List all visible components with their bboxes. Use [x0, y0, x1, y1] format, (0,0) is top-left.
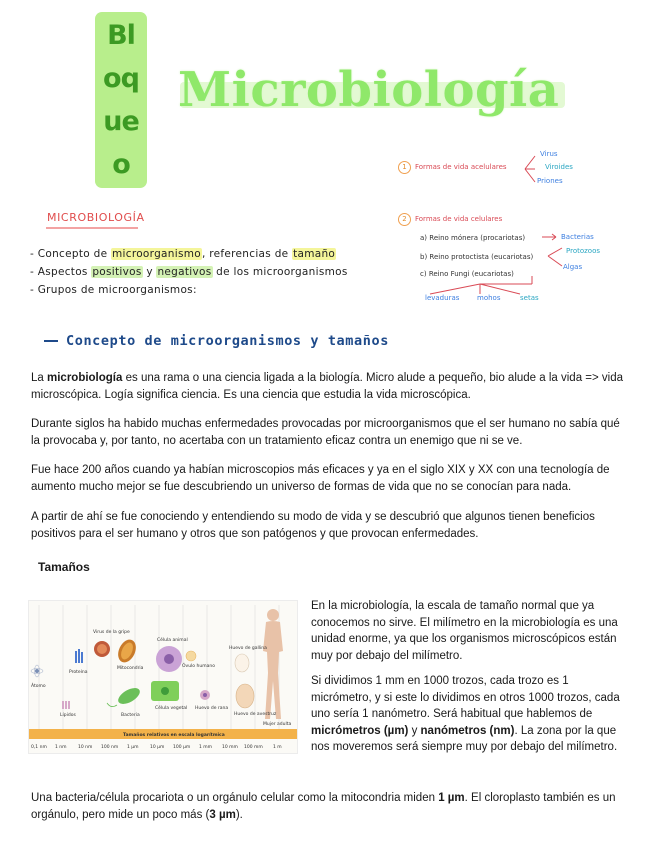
- lipids-icon: [62, 701, 70, 709]
- paragraph-4: A partir de ahí se fue conociendo y entendiendo su modo de vida y se descubrió que algunos tienen beneficios positivos para el ser humano y otros que son patógenos y que provocan enfermedades.: [31, 511, 595, 540]
- tamanos-paragraph-1: En la microbiología, la escala de tamaño normal que ya conocemos no sirve. El milímetro en la microbiología es una unidad enorme, ya que los organismos microscópicos están muy por debajo del milímetro.: [311, 600, 618, 662]
- diagram-number-2: 2: [398, 213, 411, 226]
- label-celula-vegetal: Célula vegetal: [155, 706, 188, 711]
- plant-cell-icon: [151, 681, 179, 701]
- label-huevo-gallina: Huevo de gallina: [229, 646, 267, 651]
- acelulares-label: Formas de vida acelulares: [415, 163, 507, 171]
- tick-4: 1 µm: [127, 745, 139, 750]
- section-title: Concepto de microorganismos y tamaños: [66, 333, 389, 349]
- label-huevo-avestruz: Huevo de avestruz: [234, 712, 277, 717]
- note-bullet-3: - Grupos de microorganismos:: [30, 284, 197, 296]
- size-scale-figure: [28, 600, 298, 754]
- diagram-number-1: 1: [398, 161, 411, 174]
- label-ovulo: Óvulo humano: [182, 664, 215, 669]
- acelular-item-priones: Priones: [537, 177, 563, 185]
- algas-label: Algas: [563, 263, 583, 271]
- bloque-letters-3: ue: [103, 106, 139, 137]
- ovum-icon: [186, 651, 196, 661]
- tick-9: 100 mm: [244, 745, 263, 750]
- note-bullet-1: - Concepto de microorganismo, referencias de tamaño: [30, 248, 336, 260]
- chicken-egg-icon: [235, 654, 249, 672]
- paragraph-2: Durante siglos ha habido muchas enfermedades provocadas por microorganismos que el ser humano no sabía qué la provocaba y, por tanto, no acertaba con un tratamiento eficaz contra un enemigo que ni se ve.: [31, 418, 620, 447]
- bloque-badge: [95, 12, 147, 188]
- notes-heading: MICROBIOLOGÍA: [47, 211, 145, 224]
- label-virus: Virus de la gripe: [93, 630, 130, 635]
- section-dash: [44, 340, 58, 342]
- size-scale-illustration: [29, 601, 297, 753]
- reino-fungi: c) Reino Fungi (eucariotas): [420, 270, 514, 278]
- acelular-item-viroides: Viroides: [545, 163, 573, 171]
- bloque-letters-4: o: [112, 149, 130, 180]
- notes-heading-underline: [46, 227, 138, 229]
- tick-7: 1 mm: [199, 745, 213, 750]
- protozoos-label: Protozoos: [566, 247, 601, 255]
- virus-icon: [94, 641, 110, 657]
- label-celula-animal: Célula animal: [157, 638, 188, 643]
- bloque-letters-2: oq: [103, 63, 139, 94]
- protein-icon: [75, 649, 83, 663]
- tamanos-paragraph-2: Si dividimos 1 mm en 1000 trozos, cada trozo es 1 micrómetro, y si este lo dividimos en otros 1000 trozos, cada uno sería 1 nanómetro. Será habitual que hablemos de micrómetros (µm) y nanómetros (nm). La zona por la que nos moveremos será siempre muy por debajo del milímetro.: [311, 675, 620, 753]
- animal-cell-icon: [156, 646, 182, 672]
- label-lipidos: Lípidos: [60, 713, 76, 718]
- note-bullet-2: - Aspectos positivos y negativos de los microorganismos: [30, 266, 348, 278]
- scale-title: Tamaños relativos en escala logarítmica: [123, 733, 225, 738]
- ostrich-egg-icon: [236, 684, 254, 708]
- celulares-label: Formas de vida celulares: [415, 215, 503, 223]
- fungi-item-mohos: mohos: [477, 294, 501, 302]
- bloque-letters-1: Bl: [107, 20, 135, 51]
- tick-8: 10 mm: [222, 745, 238, 750]
- tick-1: 1 nm: [55, 745, 67, 750]
- bacteria-icon: [107, 685, 142, 707]
- fungi-item-setas: setas: [520, 294, 539, 302]
- page-title: Microbiología: [178, 62, 560, 118]
- mitochondria-icon: [115, 637, 140, 666]
- label-atomo: Átomo: [31, 684, 46, 689]
- acelular-item-virus: Virus: [540, 150, 558, 158]
- tamanos-heading: Tamaños: [38, 560, 90, 574]
- tick-6: 100 µm: [173, 745, 191, 750]
- bacterias-label: Bacterias: [561, 233, 594, 241]
- label-bacteria: Bacteria: [121, 713, 140, 718]
- atom-icon: [31, 665, 43, 677]
- fungi-item-levaduras: levaduras: [425, 294, 460, 302]
- label-mujer: Mujer adulta: [263, 722, 292, 727]
- tick-3: 100 nm: [101, 745, 119, 750]
- reino-protoctista: b) Reino protoctista (eucariotas): [420, 253, 534, 261]
- label-mitocondria: Mitocondria: [117, 666, 144, 671]
- tick-5: 10 µm: [150, 745, 165, 750]
- frog-egg-icon: [200, 690, 210, 700]
- label-proteina: Proteína: [69, 670, 88, 675]
- paragraph-1: La microbiología es una rama o una ciencia ligada a la biología. Micro alude a pequeño, bio alude a la vida => vida microscópica. Logía significa ciencia. Es una ciencia que estudia la vida microscópica.: [31, 372, 624, 401]
- label-huevo-rana: Huevo de rana: [195, 706, 229, 711]
- tick-10: 1 m: [273, 745, 282, 750]
- bottom-paragraph: Una bacteria/célula procariota o un orgánulo celular como la mitocondria miden 1 µm. El cloroplasto también es un orgánulo, pero mide un poco más (3 µm).: [31, 792, 616, 821]
- tick-2: 10 nm: [78, 745, 93, 750]
- scale-ticks: [31, 744, 282, 750]
- woman-silhouette-icon: [263, 609, 283, 719]
- tick-0: 0,1 nm: [31, 745, 47, 750]
- paragraph-3: Fue hace 200 años cuando ya habían microscopios más eficaces y ya en el siglo XIX y XX con una tecnología de aumento mucho mejor se fue descubriendo un universo de formas de vida que no se conocían para nada.: [31, 464, 610, 493]
- reino-monera: a) Reino mónera (procariotas): [420, 234, 526, 242]
